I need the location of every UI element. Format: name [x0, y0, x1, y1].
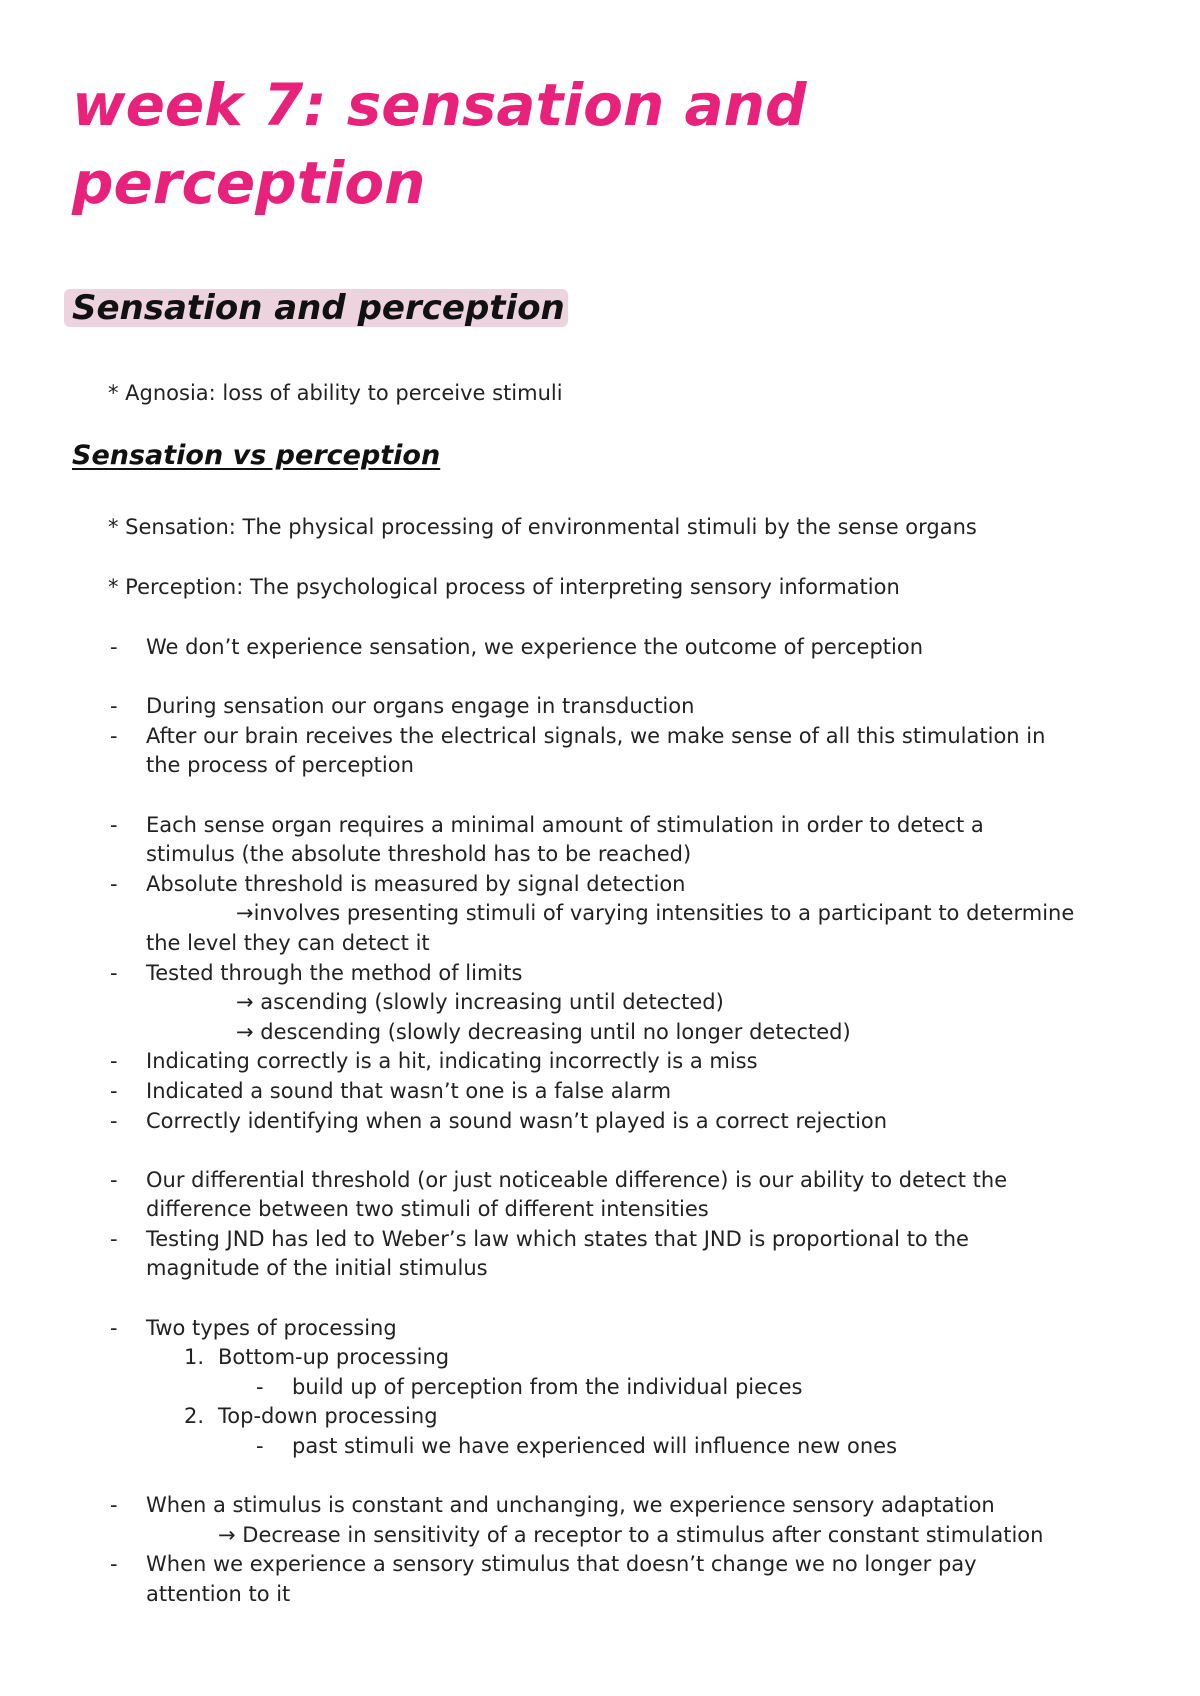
bullet-item-continued: difference between two stimuli of different intensities: [146, 1197, 709, 1221]
bullet-dash: -: [110, 694, 118, 718]
bullet-item: Two types of processing: [146, 1316, 397, 1340]
agnosia-item: * Agnosia: loss of ability to perceive stimuli: [108, 381, 563, 405]
bullet-item: When a stimulus is constant and unchanging, we experience sensory adaptation: [146, 1493, 995, 1517]
bullet-item: After our brain receives the electrical signals, we make sense of all this stimulation in: [146, 724, 1046, 748]
numbered-marker: 2.: [184, 1404, 205, 1428]
bullet-dash: -: [110, 724, 118, 748]
bullet-dash: -: [110, 635, 118, 659]
arrow-subitem: →involves presenting stimuli of varying intensities to a participant to determine: [236, 901, 1075, 925]
bullet-item: We don’t experience sensation, we experience the outcome of perception: [146, 635, 923, 659]
numbered-marker: 1.: [184, 1345, 205, 1369]
bullet-item: Testing JND has led to Weber’s law which states that JND is proportional to the: [146, 1227, 969, 1251]
sub-bullet-item: past stimuli we have experienced will influence new ones: [292, 1434, 898, 1458]
numbered-item: Bottom-up processing: [218, 1345, 450, 1369]
bullet-item: Absolute threshold is measured by signal detection: [146, 872, 686, 896]
bullet-dash: -: [110, 1493, 118, 1517]
sub-bullet-dash: -: [256, 1434, 264, 1458]
bullet-item: Indicating correctly is a hit, indicating incorrectly is a miss: [146, 1049, 758, 1073]
bullet-dash: -: [110, 813, 118, 837]
bullet-item-continued: the process of perception: [146, 753, 414, 777]
bullet-dash: -: [110, 1552, 118, 1576]
page-title: week 7: sensation and perception: [72, 71, 807, 217]
bullet-item: During sensation our organs engage in transduction: [146, 694, 695, 718]
numbered-item: Top-down processing: [218, 1404, 438, 1428]
bullet-item: Correctly identifying when a sound wasn’t played is a correct rejection: [146, 1109, 888, 1133]
bullet-item-continued: stimulus (the absolute threshold has to be reached): [146, 842, 692, 866]
arrow-subitem: → Decrease in sensitivity of a receptor to a stimulus after constant stimulation: [218, 1523, 1044, 1547]
bullet-dash: -: [110, 1316, 118, 1340]
definition-sensation: * Sensation: The physical processing of environmental stimuli by the sense organs: [108, 515, 977, 539]
section-heading-sensation-vs-perception: Sensation vs perception: [72, 440, 441, 471]
sub-bullet-item: build up of perception from the individual pieces: [292, 1375, 803, 1399]
arrow-subitem: → descending (slowly decreasing until no longer detected): [236, 1020, 851, 1044]
arrow-subitem: → ascending (slowly increasing until detected): [236, 990, 724, 1014]
bullet-item-continued: attention to it: [146, 1582, 291, 1606]
bullet-item-continued: magnitude of the initial stimulus: [146, 1256, 488, 1280]
bullet-dash: -: [110, 1227, 118, 1251]
definition-perception: * Perception: The psychological process of interpreting sensory information: [108, 575, 900, 599]
bullet-dash: -: [110, 1109, 118, 1133]
bullet-dash: -: [110, 961, 118, 985]
bullet-dash: -: [110, 1049, 118, 1073]
bullet-item-continued: the level they can detect it: [146, 931, 430, 955]
bullet-item: Indicated a sound that wasn’t one is a false alarm: [146, 1079, 672, 1103]
bullet-item: Each sense organ requires a minimal amount of stimulation in order to detect a: [146, 813, 984, 837]
bullet-dash: -: [110, 1079, 118, 1103]
bullet-item: When we experience a sensory stimulus that doesn’t change we no longer pay: [146, 1552, 977, 1576]
section-heading-sensation-and-perception: Sensation and perception: [72, 288, 565, 328]
bullet-dash: -: [110, 872, 118, 896]
bullet-dash: -: [110, 1168, 118, 1192]
bullet-item: Tested through the method of limits: [146, 961, 523, 985]
bullet-item: Our differential threshold (or just noticeable difference) is our ability to detect the: [146, 1168, 1008, 1192]
sub-bullet-dash: -: [256, 1375, 264, 1399]
